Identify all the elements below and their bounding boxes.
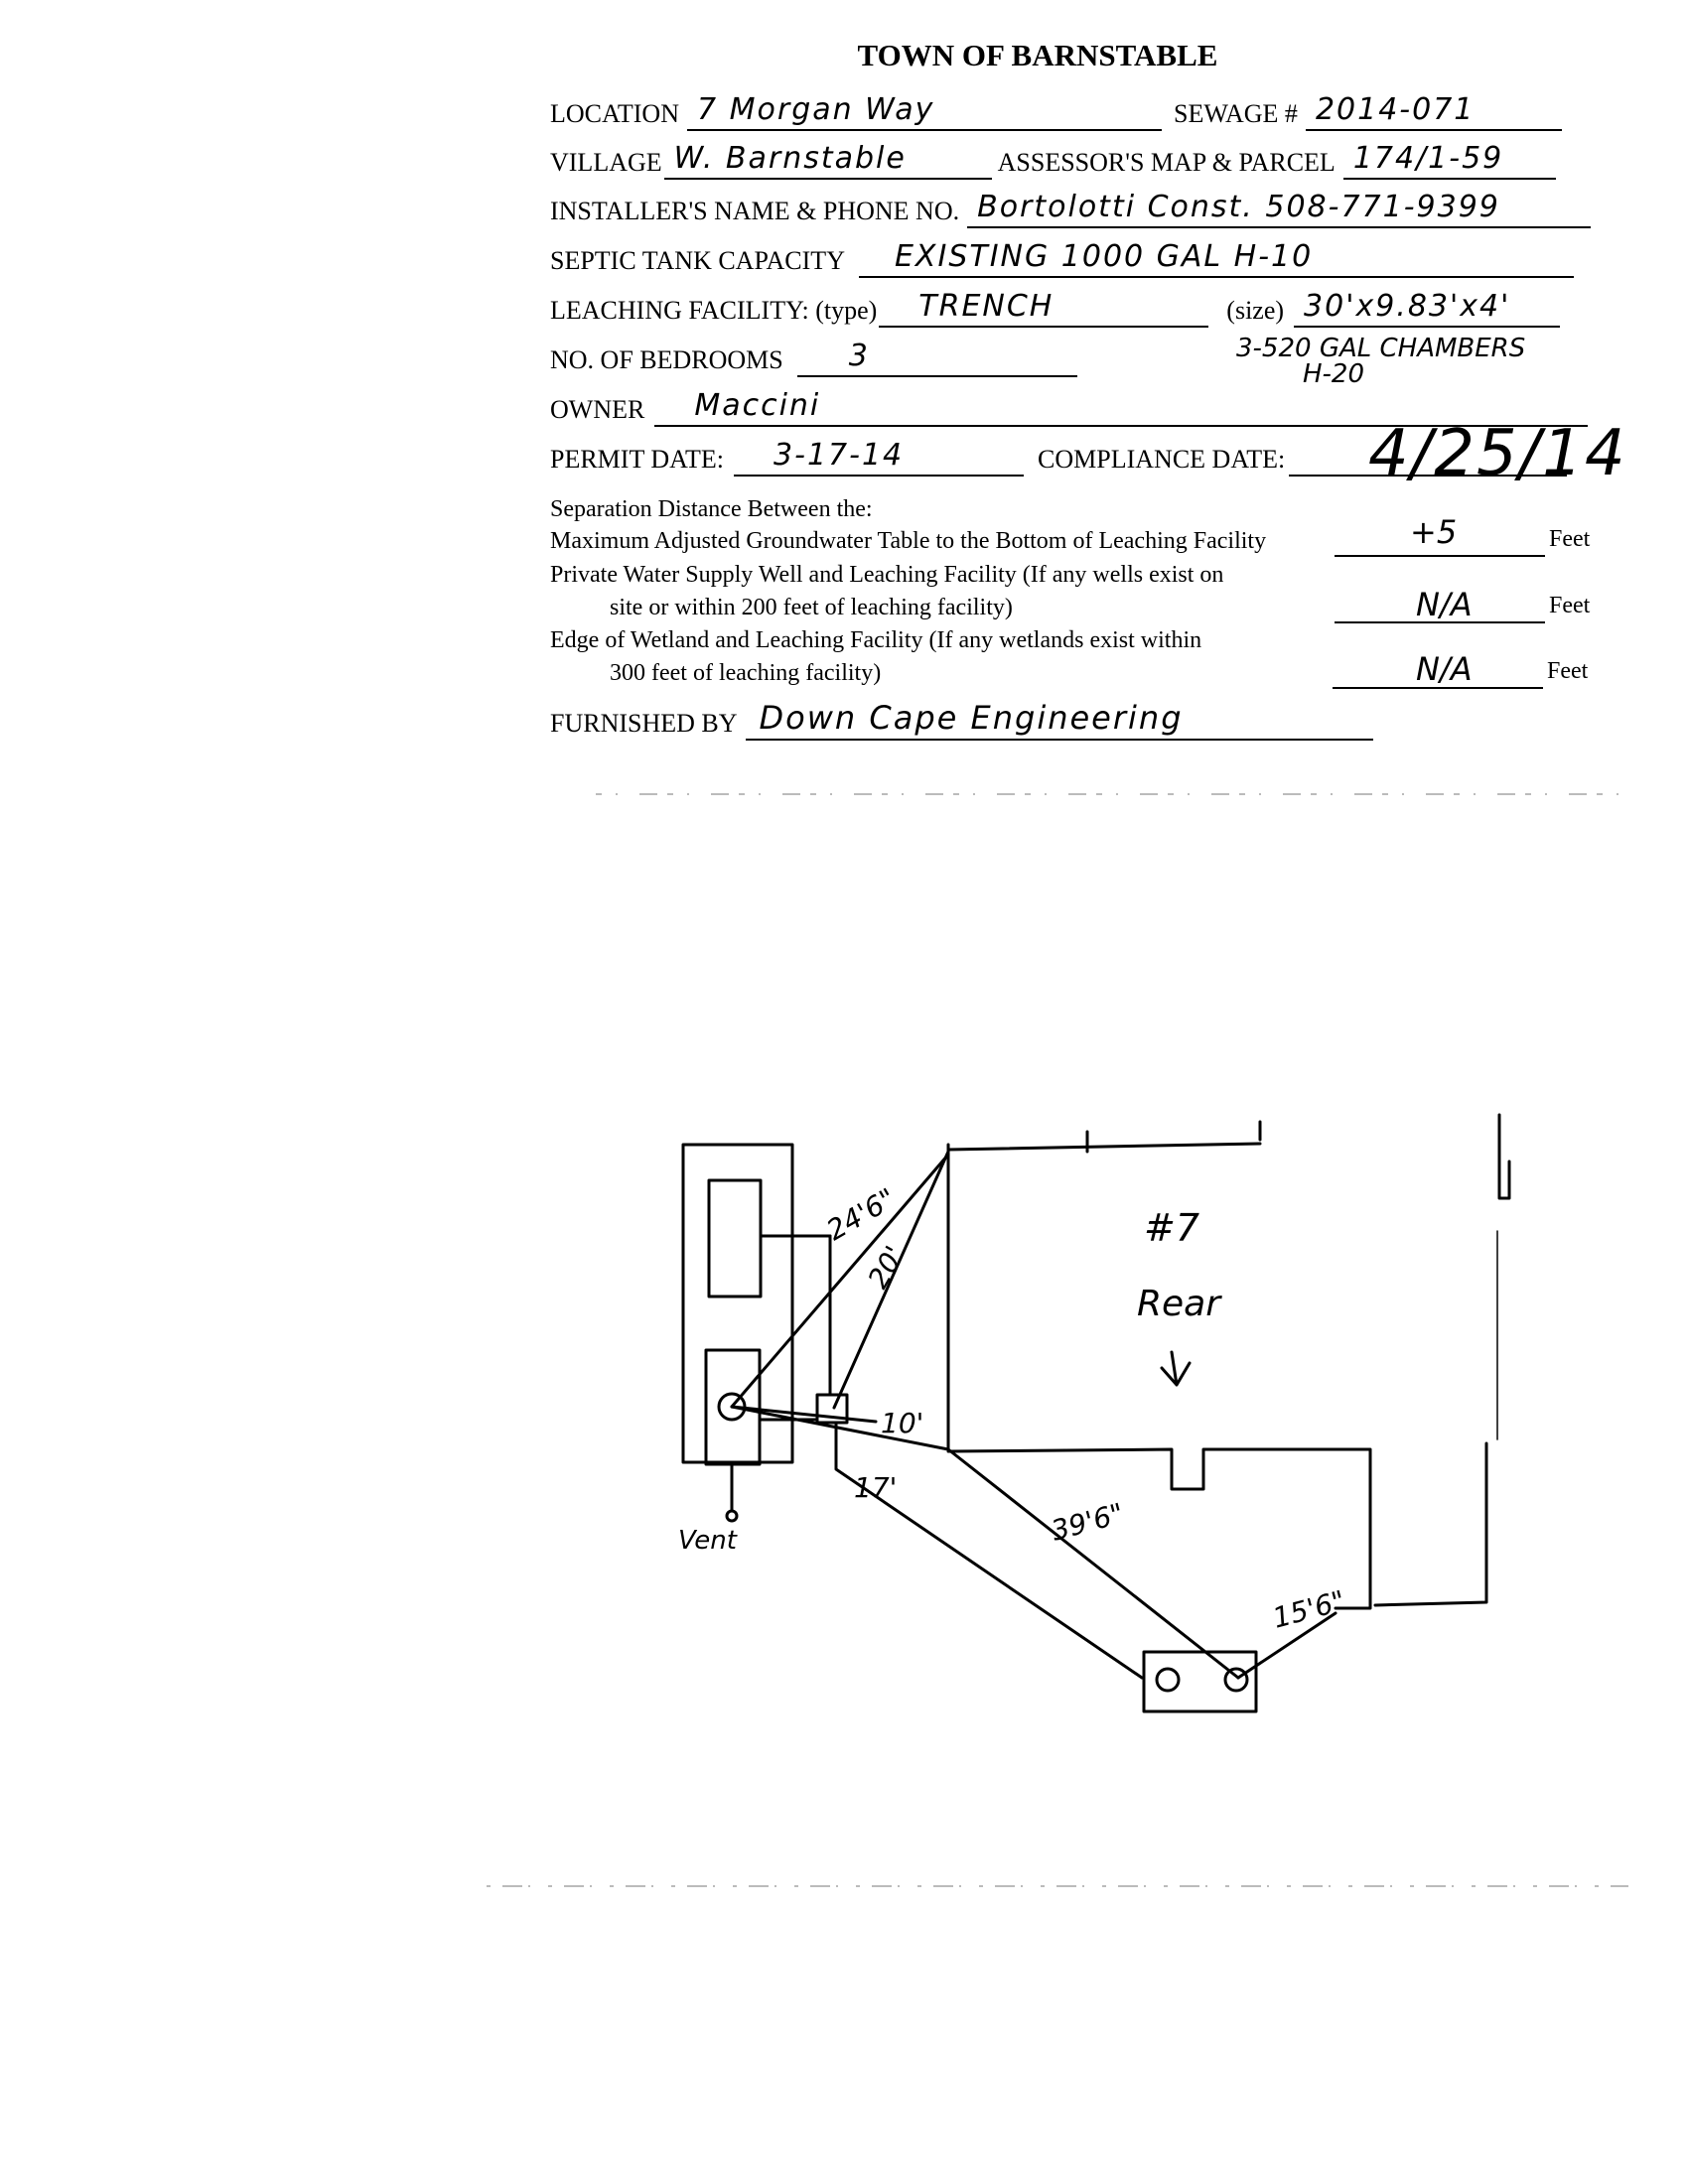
leaching-label: LEACHING FACILITY: (type) [550,296,878,325]
furnished-value: Down Cape Engineering [759,699,1184,737]
chambers-note-2: H-20 [1303,359,1365,389]
sewage-label: SEWAGE # [1174,99,1298,128]
sep1-text: Maximum Adjusted Groundwater Table to the Bottom of Leaching Facility [550,528,1267,554]
rear-label: Rear [1137,1284,1221,1324]
assessor-value: 174/1-59 [1352,141,1504,176]
dim-17: 17' [854,1471,898,1504]
compliance-value: 4/25/14 [1368,417,1627,490]
house-number: #7 [1144,1206,1200,1250]
sep3-text-2: 300 feet of leaching facility) [610,660,882,686]
dim-10: 10' [881,1407,924,1439]
sep2-unit: Feet [1549,593,1591,618]
dim-156: 15'6" [1269,1583,1349,1635]
assessor-label: ASSESSOR'S MAP & PARCEL [997,148,1336,177]
vent-label: Vent [678,1526,737,1556]
location-value: 7 Morgan Way [697,92,935,127]
sep2-text-1: Private Water Supply Well and Leaching Facility (If any wells exist on [550,562,1224,588]
sep2-text-2: site or within 200 feet of leaching facility) [610,595,1013,620]
leaching-value: TRENCH [918,289,1055,324]
sep3-unit: Feet [1547,658,1589,684]
size-value: 30'x9.83'x4' [1304,289,1511,324]
chambers-note-1: 3-520 GAL CHAMBERS [1236,334,1526,363]
septic-value: EXISTING 1000 GAL H-10 [894,239,1314,274]
form-title: TOWN OF BARNSTABLE [857,38,1218,72]
installer-label: INSTALLER'S NAME & PHONE NO. [550,197,960,225]
location-label: LOCATION [550,99,679,128]
sep3-value: N/A [1416,650,1473,688]
furnished-label: FURNISHED BY [550,709,738,738]
compliance-label: COMPLIANCE DATE: [1038,445,1286,474]
owner-label: OWNER [550,395,645,424]
sep1-unit: Feet [1549,526,1591,552]
size-label: (size) [1226,296,1285,325]
sep1-value: +5 [1410,513,1458,551]
village-label: VILLAGE [550,148,662,177]
sewage-value: 2014-071 [1315,92,1476,127]
village-value: W. Barnstable [673,141,907,176]
sep2-value: N/A [1416,586,1473,623]
dim-20: 20' [861,1240,912,1295]
sep3-text-1: Edge of Wetland and Leaching Facility (If any wetlands exist within [550,627,1202,653]
bedrooms-value: 3 [848,339,870,373]
dim-246: 24'6" [821,1181,902,1248]
bedrooms-label: NO. OF BEDROOMS [550,345,783,374]
permit-value: 3-17-14 [774,438,905,473]
dim-396: 39'6" [1048,1496,1128,1548]
owner-value: Maccini [694,388,821,423]
permit-label: PERMIT DATE: [550,445,725,474]
septic-label: SEPTIC TANK CAPACITY [550,246,845,275]
separation-heading: Separation Distance Between the: [550,496,873,522]
installer-value: Bortolotti Const. 508-771-9399 [977,190,1500,224]
